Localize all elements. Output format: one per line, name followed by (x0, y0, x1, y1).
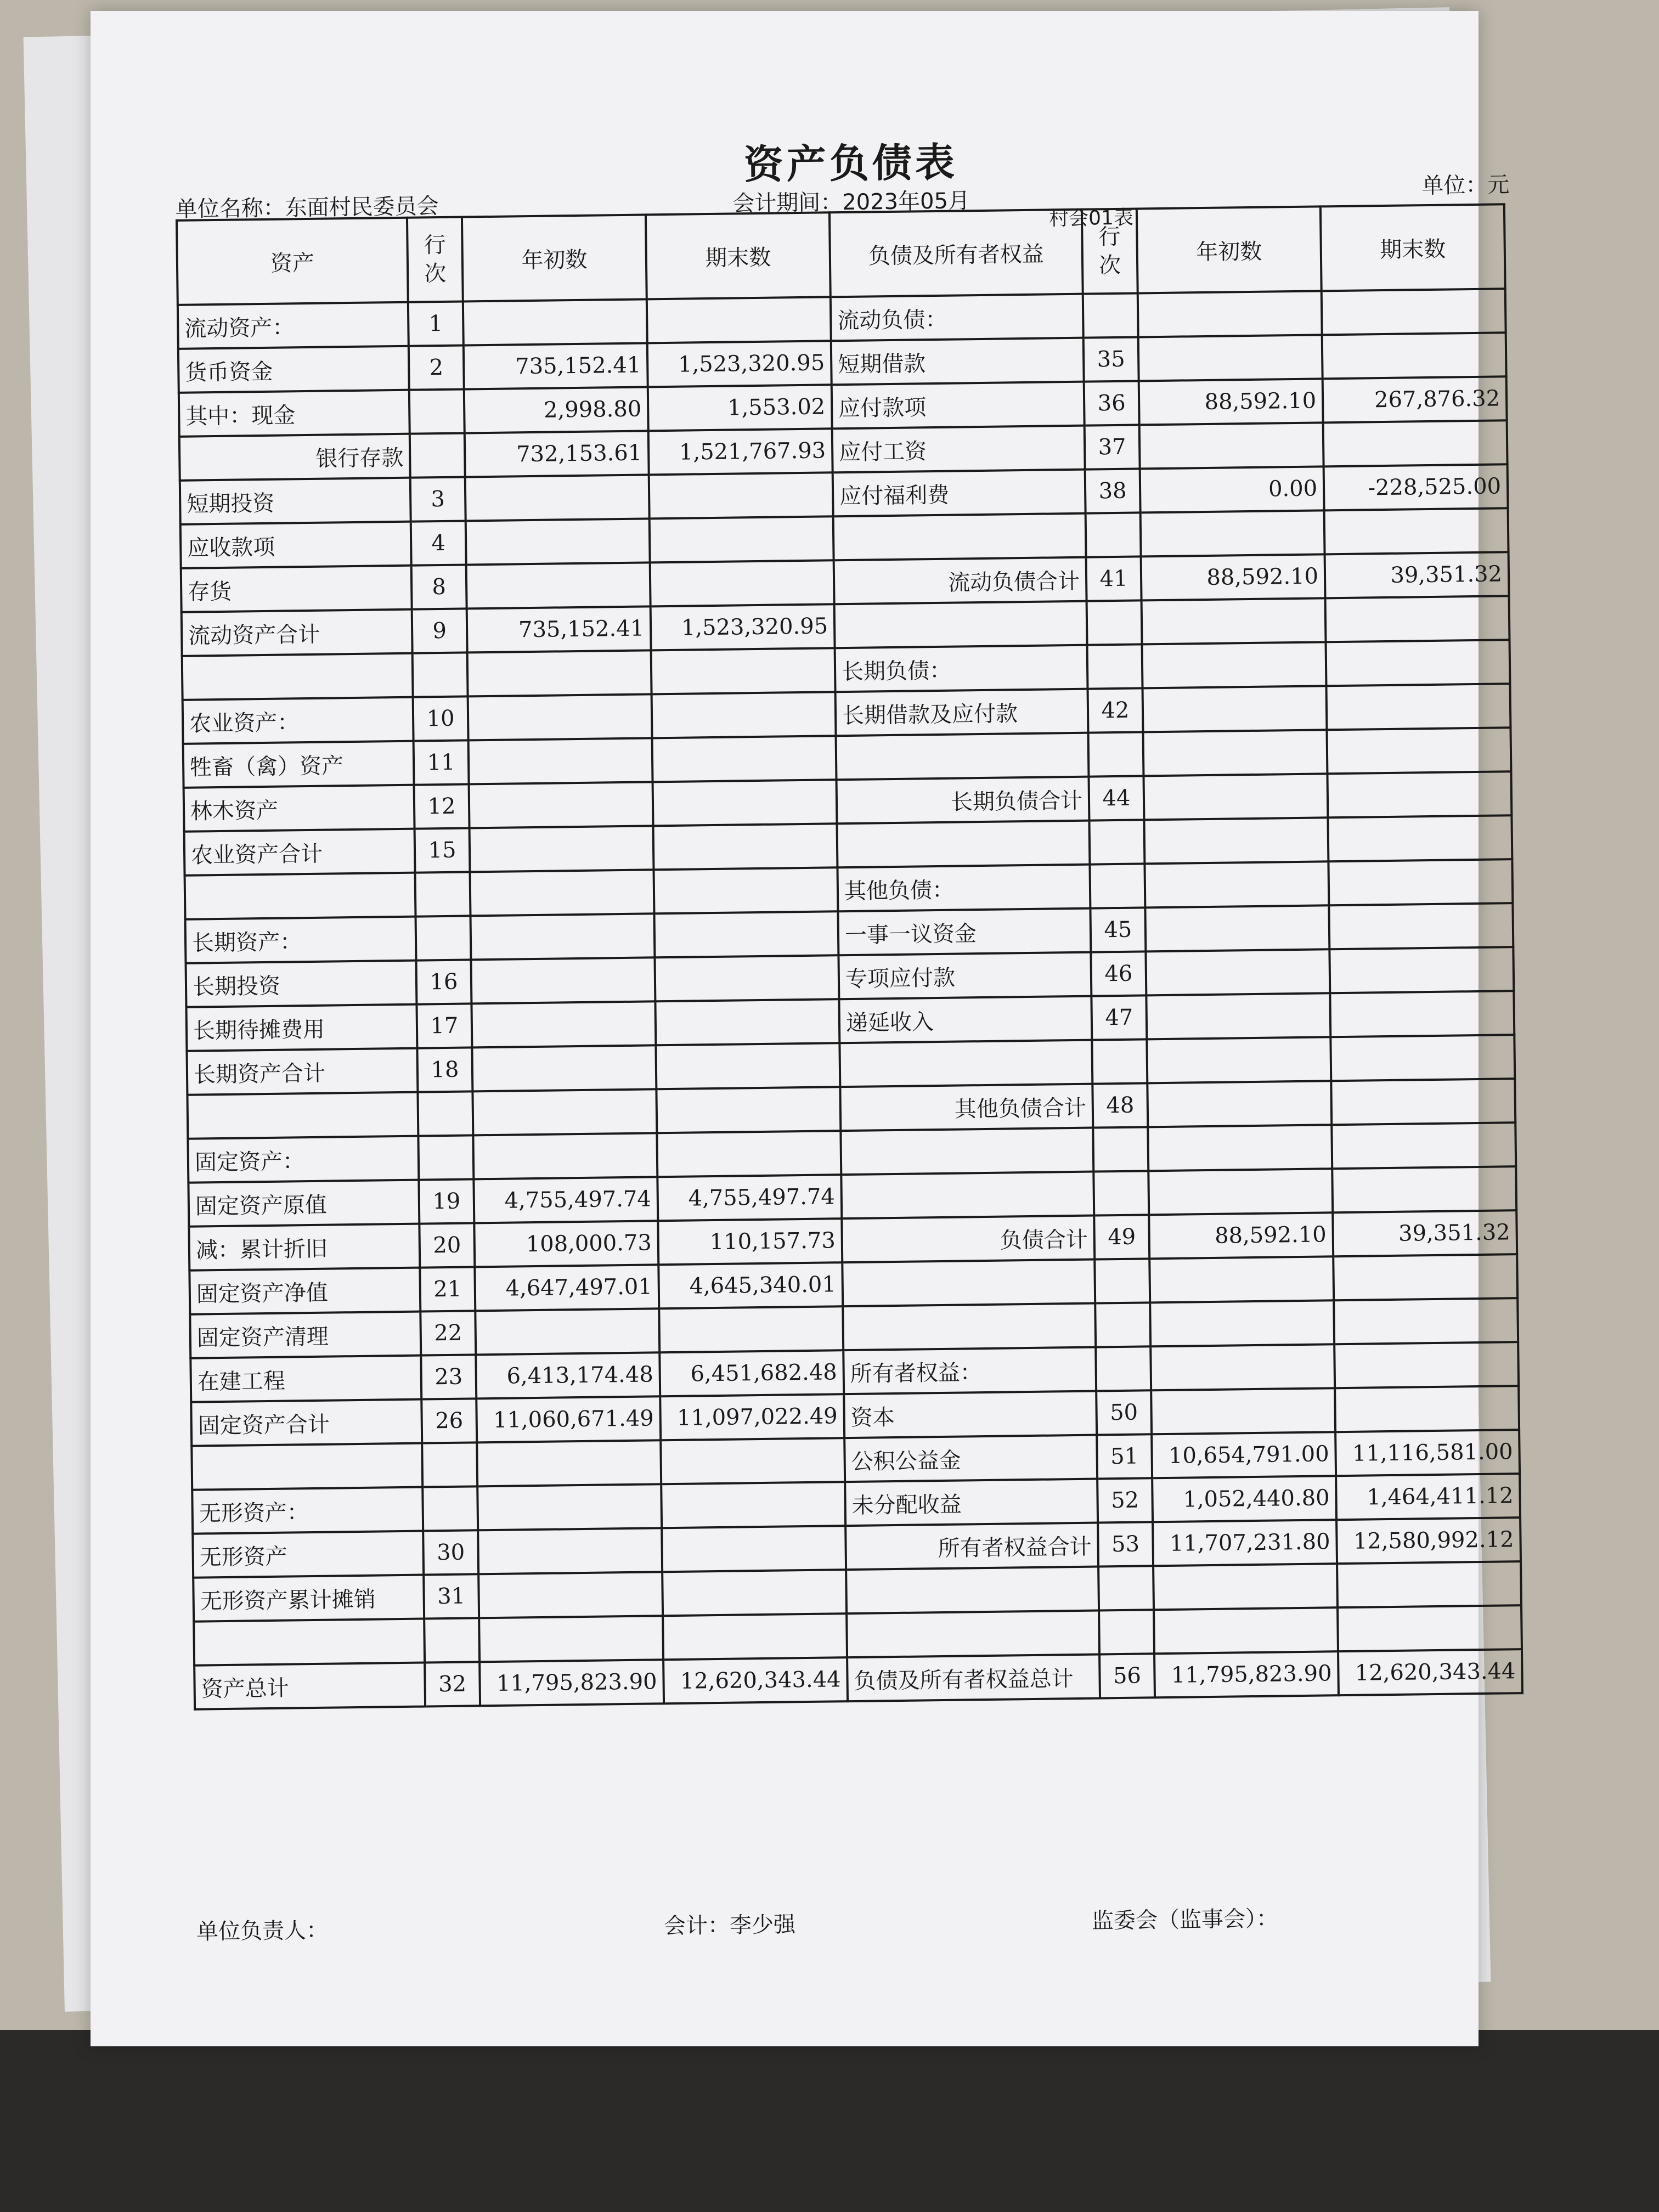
liability-begin (1147, 1081, 1331, 1127)
liability-label: 流动负债合计 (834, 557, 1087, 605)
balance-table (176, 203, 1523, 1710)
asset-end (647, 297, 831, 343)
liability-line (1094, 1259, 1150, 1303)
asset-begin (465, 475, 650, 521)
liability-end (1329, 903, 1513, 949)
liability-label: 所有者权益： (843, 1347, 1096, 1395)
liability-end (1325, 596, 1510, 642)
liability-label (840, 1128, 1093, 1175)
asset-line: 2 (409, 345, 464, 390)
liability-line (1083, 293, 1138, 337)
liability-label: 一事一议资金 (838, 909, 1091, 956)
asset-label: 资产总计 (194, 1663, 425, 1709)
asset-label: 农业资产： (183, 697, 414, 744)
asset-end: 12,620,343.44 (663, 1657, 848, 1703)
asset-line: 16 (416, 960, 471, 1004)
liability-end (1331, 1122, 1516, 1169)
liability-line: 46 (1091, 951, 1146, 996)
asset-line: 23 (421, 1355, 476, 1399)
asset-label (182, 653, 413, 700)
asset-begin (477, 1484, 662, 1530)
liability-end (1338, 1605, 1522, 1651)
asset-line (416, 916, 471, 960)
unit-name: 单位名称：东面村民委员会 (175, 194, 439, 222)
liability-label: 短期借款 (831, 338, 1084, 385)
asset-begin (469, 738, 653, 784)
liability-line (1087, 600, 1142, 645)
asset-label: 林木资产 (184, 785, 415, 832)
liability-begin (1142, 598, 1326, 644)
asset-begin: 108,000.73 (474, 1221, 658, 1267)
liability-begin (1146, 949, 1330, 995)
asset-label: 固定资产净值 (189, 1268, 420, 1314)
liability-begin: 88,592.10 (1149, 1212, 1333, 1259)
asset-line: 30 (423, 1530, 478, 1575)
asset-line: 22 (420, 1311, 476, 1355)
col-header-end-2: 期末数 (1321, 204, 1505, 291)
asset-end (653, 823, 838, 870)
liability-label (839, 1040, 1092, 1087)
asset-end (654, 867, 838, 913)
liability-line: 42 (1088, 688, 1143, 732)
asset-end (654, 911, 838, 957)
asset-label: 存货 (181, 566, 412, 612)
asset-label: 无形资产： (192, 1487, 423, 1534)
asset-line (417, 1091, 473, 1136)
liability-begin (1153, 1564, 1338, 1610)
liability-label (843, 1304, 1096, 1351)
asset-begin (466, 562, 651, 608)
liability-line (1086, 512, 1141, 557)
liability-begin (1154, 1607, 1338, 1654)
asset-begin: 6,413,174.48 (476, 1352, 660, 1398)
liability-begin (1148, 1169, 1333, 1215)
asset-label: 流动资产： (178, 302, 409, 349)
asset-line: 15 (415, 828, 470, 872)
asset-line: 12 (414, 784, 470, 828)
asset-label: 固定资产合计 (191, 1400, 422, 1446)
liability-begin: 10,654,791.00 (1152, 1432, 1336, 1478)
asset-end (652, 692, 836, 738)
asset-line: 26 (421, 1398, 477, 1443)
asset-line: 4 (411, 521, 466, 565)
footer-supervisor: 监委会（监事会）： (1091, 1906, 1279, 1934)
liability-label (836, 733, 1089, 780)
liability-end (1327, 727, 1511, 774)
asset-end: 11,097,022.49 (660, 1394, 844, 1440)
asset-begin (463, 299, 647, 345)
col-header-line-bottom: 次 (424, 261, 447, 287)
liability-label (834, 601, 1087, 648)
liability-begin (1144, 861, 1329, 907)
liability-begin: 11,795,823.90 (1154, 1651, 1339, 1697)
asset-end (661, 1482, 845, 1528)
asset-begin (472, 1089, 657, 1135)
col-header-line-bottom-2: 次 (1098, 252, 1121, 279)
asset-line: 11 (414, 740, 469, 785)
footer-principal: 单位负责人： (196, 1917, 329, 1945)
asset-begin (470, 870, 654, 916)
col-header-end: 期末数 (646, 212, 831, 299)
asset-end: 110,157.73 (658, 1218, 842, 1265)
asset-line: 17 (416, 1003, 472, 1048)
liability-end (1337, 1561, 1521, 1607)
asset-label (191, 1443, 422, 1490)
liability-end (1328, 815, 1512, 861)
asset-line: 3 (410, 477, 466, 521)
liability-line: 47 (1091, 995, 1147, 1040)
asset-label: 固定资产清理 (190, 1312, 421, 1358)
asset-line (418, 1135, 473, 1180)
liability-line (1098, 1566, 1154, 1610)
asset-begin: 735,152.41 (467, 606, 651, 652)
asset-label: 长期待摊费用 (186, 1005, 417, 1051)
asset-label: 牲畜（禽）资产 (183, 741, 414, 788)
asset-begin (473, 1133, 657, 1179)
asset-begin: 2,998.80 (464, 387, 648, 433)
liability-label: 专项应付款 (838, 952, 1091, 1000)
asset-begin (467, 650, 652, 696)
asset-end: 4,645,340.01 (658, 1262, 843, 1308)
liability-line: 37 (1085, 425, 1140, 469)
asset-label: 固定资产原值 (188, 1180, 419, 1227)
liability-begin (1151, 1388, 1335, 1434)
liability-label: 其他负债： (837, 865, 1090, 912)
liability-end: 1,464,411.12 (1336, 1474, 1520, 1520)
asset-line: 31 (424, 1574, 479, 1618)
asset-begin (471, 1001, 656, 1047)
asset-label: 减：累计折旧 (189, 1224, 420, 1271)
liability-end: -228,525.00 (1324, 464, 1508, 510)
liability-line (1088, 732, 1144, 776)
asset-end (663, 1613, 847, 1660)
liability-line: 41 (1086, 556, 1142, 601)
asset-begin (478, 1528, 662, 1574)
liability-label: 所有者权益合计 (845, 1523, 1098, 1570)
liability-end (1327, 684, 1511, 730)
asset-label: 短期投资 (180, 478, 411, 524)
asset-line: 1 (408, 302, 464, 346)
asset-line: 10 (413, 696, 469, 741)
liability-begin: 0.00 (1140, 466, 1324, 512)
liability-begin (1141, 510, 1325, 556)
liability-label (847, 1611, 1099, 1658)
liability-end: 11,116,581.00 (1335, 1430, 1520, 1476)
liability-end: 12,580,992.12 (1336, 1517, 1521, 1564)
liability-end (1331, 1079, 1515, 1125)
liability-begin (1139, 422, 1324, 469)
asset-label: 无形资产累计摊销 (193, 1575, 424, 1622)
asset-end (657, 1131, 841, 1177)
liability-label: 应付福利费 (833, 470, 1086, 517)
accounting-period: 会计期间：2023年05月 (732, 188, 970, 217)
liability-end (1324, 508, 1509, 554)
liability-begin (1148, 1125, 1332, 1171)
asset-end: 1,523,320.95 (651, 604, 835, 650)
liability-line (1096, 1346, 1151, 1391)
asset-begin (468, 694, 652, 740)
asset-label: 长期资产合计 (187, 1048, 417, 1095)
asset-end: 1,523,320.95 (647, 341, 832, 387)
asset-line (424, 1618, 479, 1662)
liability-line: 36 (1084, 381, 1139, 425)
liability-end: 39,351.32 (1325, 552, 1509, 598)
asset-line (410, 433, 465, 477)
liability-begin: 88,592.10 (1141, 554, 1325, 600)
liability-label (846, 1567, 1099, 1614)
liability-line (1087, 644, 1143, 689)
liability-label: 长期借款及应付款 (836, 689, 1088, 736)
liability-end (1322, 332, 1506, 379)
liability-line: 56 (1099, 1654, 1155, 1698)
asset-end: 1,521,767.93 (648, 428, 833, 475)
asset-label: 长期资产： (185, 917, 416, 963)
liability-line: 49 (1094, 1215, 1149, 1259)
asset-label (185, 873, 416, 919)
liability-label (841, 1172, 1094, 1219)
asset-end (650, 560, 834, 606)
asset-begin (470, 826, 654, 872)
liability-line: 45 (1090, 907, 1146, 952)
liability-end: 267,876.32 (1323, 376, 1507, 422)
col-header-line (407, 217, 463, 302)
liability-begin: 1,052,440.80 (1152, 1476, 1336, 1522)
liability-begin: 88,592.10 (1139, 379, 1323, 425)
liability-end (1329, 947, 1514, 993)
asset-end: 4,755,497.74 (657, 1175, 842, 1221)
liability-label: 递延收入 (839, 996, 1092, 1043)
asset-end (651, 648, 836, 694)
asset-label: 货币资金 (178, 346, 409, 393)
asset-end: 6,451,682.48 (659, 1350, 844, 1396)
asset-line: 18 (417, 1047, 472, 1092)
asset-end (656, 1087, 840, 1133)
liability-begin (1150, 1300, 1334, 1346)
asset-begin (475, 1308, 659, 1355)
asset-line: 21 (420, 1267, 475, 1311)
asset-line (422, 1442, 477, 1487)
asset-line: 32 (425, 1662, 480, 1706)
col-header-line-top-2: 行 (1098, 224, 1121, 250)
asset-label: 无形资产 (193, 1531, 424, 1578)
asset-end (655, 999, 839, 1045)
asset-label: 在建工程 (190, 1356, 421, 1402)
asset-line (413, 652, 468, 697)
liability-label: 其他负债合计 (840, 1084, 1093, 1131)
table-header-row (177, 204, 1505, 305)
liability-label (837, 821, 1090, 868)
liability-end (1333, 1254, 1517, 1300)
liability-end (1332, 1166, 1516, 1212)
liability-end (1330, 1035, 1515, 1081)
liability-line (1093, 1171, 1149, 1215)
asset-begin (466, 518, 650, 565)
asset-end (650, 516, 834, 562)
liability-label (833, 514, 1086, 561)
asset-line (409, 389, 465, 433)
liability-end: 12,620,343.44 (1338, 1649, 1522, 1695)
asset-end (661, 1438, 845, 1484)
asset-begin: 4,755,497.74 (473, 1177, 658, 1223)
liability-label: 应付款项 (832, 382, 1085, 429)
asset-end (659, 1306, 843, 1352)
liability-label (842, 1260, 1095, 1307)
footer-accountant: 会计：李少强 (663, 1912, 796, 1939)
asset-begin: 4,647,497.01 (475, 1265, 659, 1311)
asset-end (656, 1043, 840, 1089)
liability-line: 50 (1096, 1390, 1152, 1435)
asset-label: 流动资产合计 (182, 610, 413, 656)
asset-begin (472, 1045, 656, 1091)
liability-begin (1138, 291, 1322, 337)
asset-end (662, 1526, 846, 1572)
liability-line (1092, 1039, 1147, 1084)
liability-label: 应付工资 (832, 426, 1085, 473)
asset-label (194, 1619, 425, 1666)
liability-line: 38 (1085, 469, 1141, 513)
liability-label: 资本 (844, 1391, 1097, 1438)
desk-background (0, 2030, 1659, 2212)
liability-end (1334, 1342, 1519, 1388)
liability-line: 48 (1092, 1083, 1148, 1127)
asset-begin (469, 782, 653, 828)
liability-begin (1149, 1256, 1334, 1302)
col-header-begin-2: 年初数 (1137, 206, 1322, 293)
asset-line (422, 1486, 478, 1531)
liability-end (1323, 420, 1508, 466)
balance-sheet-document (170, 115, 1553, 1964)
liability-line (1089, 820, 1144, 864)
liability-label: 流动负债： (831, 294, 1084, 341)
liability-line (1099, 1610, 1154, 1654)
liability-line: 52 (1097, 1478, 1153, 1522)
asset-line: 8 (411, 565, 467, 609)
asset-end (654, 955, 839, 1001)
liability-line: 53 (1098, 1522, 1153, 1566)
asset-begin: 732,153.61 (465, 431, 649, 477)
asset-label: 其中：现金 (179, 390, 410, 437)
currency-unit: 单位：元 (1421, 172, 1510, 199)
liability-label: 公积公益金 (844, 1435, 1097, 1482)
liability-begin (1144, 817, 1328, 864)
liability-begin (1145, 905, 1329, 951)
form-code: 村会01表 (1048, 206, 1134, 230)
liability-line (1093, 1127, 1148, 1171)
asset-line: 9 (412, 608, 467, 653)
asset-line: 19 (419, 1179, 474, 1223)
asset-label: 农业资产合计 (184, 829, 415, 876)
asset-end (649, 472, 833, 518)
asset-begin (478, 1572, 663, 1618)
liability-begin: 11,707,231.80 (1153, 1520, 1337, 1566)
liability-begin (1143, 730, 1328, 776)
liability-label: 负债及所有者权益总计 (847, 1655, 1100, 1702)
liability-begin (1138, 335, 1323, 381)
liability-begin (1143, 686, 1327, 732)
liability-label: 长期负债： (835, 645, 1088, 692)
liability-begin (1147, 1037, 1331, 1083)
asset-line (415, 872, 471, 916)
liability-line: 44 (1088, 776, 1144, 820)
liability-end (1322, 289, 1506, 335)
liability-line: 35 (1084, 337, 1139, 381)
liability-end (1327, 771, 1511, 817)
liability-end (1335, 1386, 1519, 1432)
col-header-asset: 资产 (177, 218, 408, 305)
asset-label: 长期投资 (186, 961, 417, 1007)
asset-label (187, 1092, 418, 1139)
liability-end (1328, 859, 1513, 905)
liability-end (1330, 991, 1514, 1037)
liability-label: 长期负债合计 (837, 777, 1090, 824)
asset-begin (479, 1616, 663, 1662)
liability-end (1334, 1298, 1518, 1344)
asset-label: 银行存款 (179, 434, 410, 481)
asset-begin (471, 913, 655, 960)
liability-end: 39,351.32 (1333, 1210, 1517, 1256)
asset-end: 1,553.02 (648, 385, 832, 431)
asset-begin: 11,060,671.49 (476, 1396, 661, 1442)
balance-table-body (177, 204, 1522, 1709)
liability-line: 51 (1097, 1434, 1152, 1479)
col-header-liability: 负债及所有者权益 (830, 210, 1083, 297)
asset-begin (477, 1440, 661, 1486)
liability-label: 负债合计 (842, 1216, 1094, 1263)
asset-end (652, 736, 837, 782)
asset-end (662, 1570, 847, 1616)
liability-begin (1150, 1344, 1335, 1390)
document-title: 资产负债表 (743, 139, 958, 188)
liability-begin (1146, 993, 1330, 1039)
asset-begin: 11,795,823.90 (479, 1660, 664, 1706)
asset-label: 固定资产： (188, 1136, 419, 1183)
liability-line (1090, 864, 1145, 908)
liability-begin (1142, 642, 1327, 688)
asset-begin: 735,152.41 (464, 343, 648, 389)
col-header-line-top: 行 (424, 232, 446, 258)
liability-label: 未分配收益 (845, 1479, 1098, 1526)
asset-begin (471, 957, 655, 1003)
col-header-begin: 年初数 (462, 215, 647, 301)
col-header-line-2 (1082, 208, 1138, 294)
liability-line (1095, 1302, 1150, 1347)
asset-end (653, 780, 837, 826)
liability-end (1326, 640, 1510, 686)
asset-line: 20 (419, 1223, 475, 1267)
liability-begin (1143, 774, 1328, 820)
asset-label: 应收款项 (180, 522, 411, 568)
